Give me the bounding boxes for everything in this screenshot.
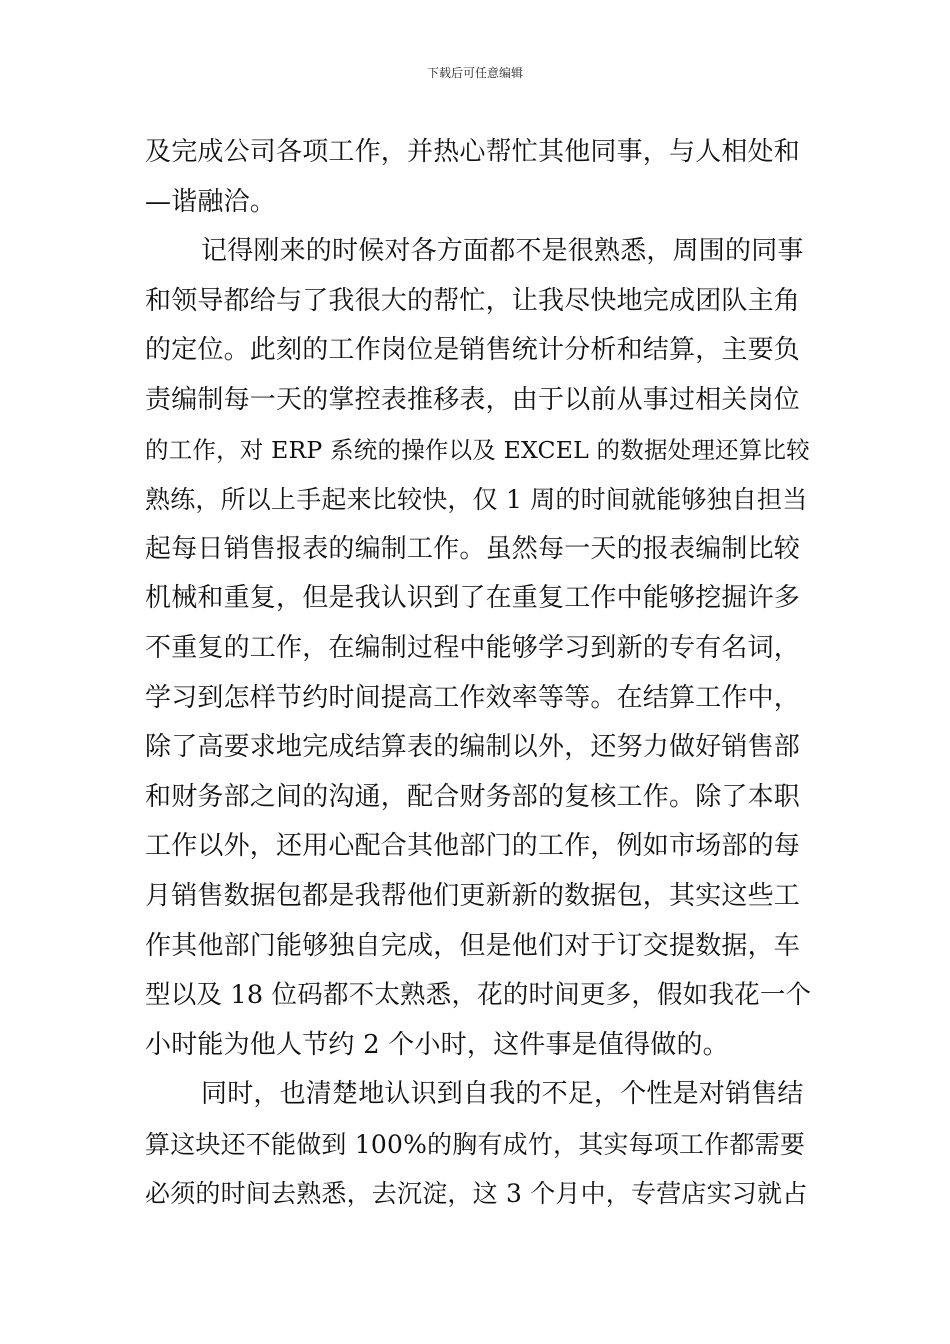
text-line: 型以及 18 位码都不太熟悉，花的时间更多，假如我花一个 bbox=[145, 980, 812, 1011]
text-line: 不重复的工作，在编制过程中能够学习到新的专有名词， bbox=[145, 632, 801, 663]
text-line: 的工作，对 ERP 系统的操作以及 EXCEL 的数据处理还算比较 bbox=[145, 435, 810, 464]
text-line: 同时，也清楚地认识到自我的不足，个性是对销售结 bbox=[201, 1079, 804, 1110]
text-line: 机械和重复，但是我认识到了在重复工作中能够挖掘许多 bbox=[145, 583, 801, 614]
text-line: 起每日销售报表的编制工作。虽然每一天的报表编制比较 bbox=[145, 533, 801, 564]
text-line: 学习到怎样节约时间提高工作效率等等。在结算工作中， bbox=[145, 682, 801, 713]
text-line: 记得刚来的时候对各方面都不是很熟悉，周围的同事 bbox=[201, 236, 804, 267]
text-line: 工作以外，还用心配合其他部门的工作，例如市场部的每 bbox=[145, 831, 801, 862]
text-line: —谐融洽。 bbox=[145, 186, 277, 217]
text-line: 责编制每一天的掌控表推移表，由于以前从事过相关岗位 bbox=[145, 384, 801, 415]
text-line: 及完成公司各项工作，并热心帮忙其他同事，与人相处和 bbox=[145, 137, 801, 167]
text-line: 熟练，所以上手起来比较快，仅 1 周的时间就能够独自担当 bbox=[145, 485, 808, 515]
text-line: 的定位。此刻的工作岗位是销售统计分析和结算，主要负 bbox=[145, 335, 801, 366]
text-line: 必须的时间去熟悉，去沉淀，这 3 个月中，专营店实习就占 bbox=[145, 1179, 808, 1209]
text-line: 小时能为他人节约 2 个小时，这件事是值得做的。 bbox=[145, 1029, 729, 1060]
text-line: 算这块还不能做到 100%的胸有成竹，其实每项工作都需要 bbox=[145, 1129, 806, 1159]
text-line: 作其他部门能够独自完成，但是他们对于订交提数据，车 bbox=[145, 930, 801, 961]
text-line: 和领导都给与了我很大的帮忙，让我尽快地完成团队主角 bbox=[145, 285, 801, 316]
text-line: 月销售数据包都是我帮他们更新新的数据包，其实这些工 bbox=[145, 880, 801, 911]
text-line: 除了高要求地完成结算表的编制以外，还努力做好销售部 bbox=[145, 732, 801, 763]
text-line: 和财务部之间的沟通，配合财务部的复核工作。除了本职 bbox=[145, 781, 801, 812]
document-body bbox=[145, 128, 815, 1219]
page-header: 下载后可任意编辑 bbox=[426, 66, 523, 80]
